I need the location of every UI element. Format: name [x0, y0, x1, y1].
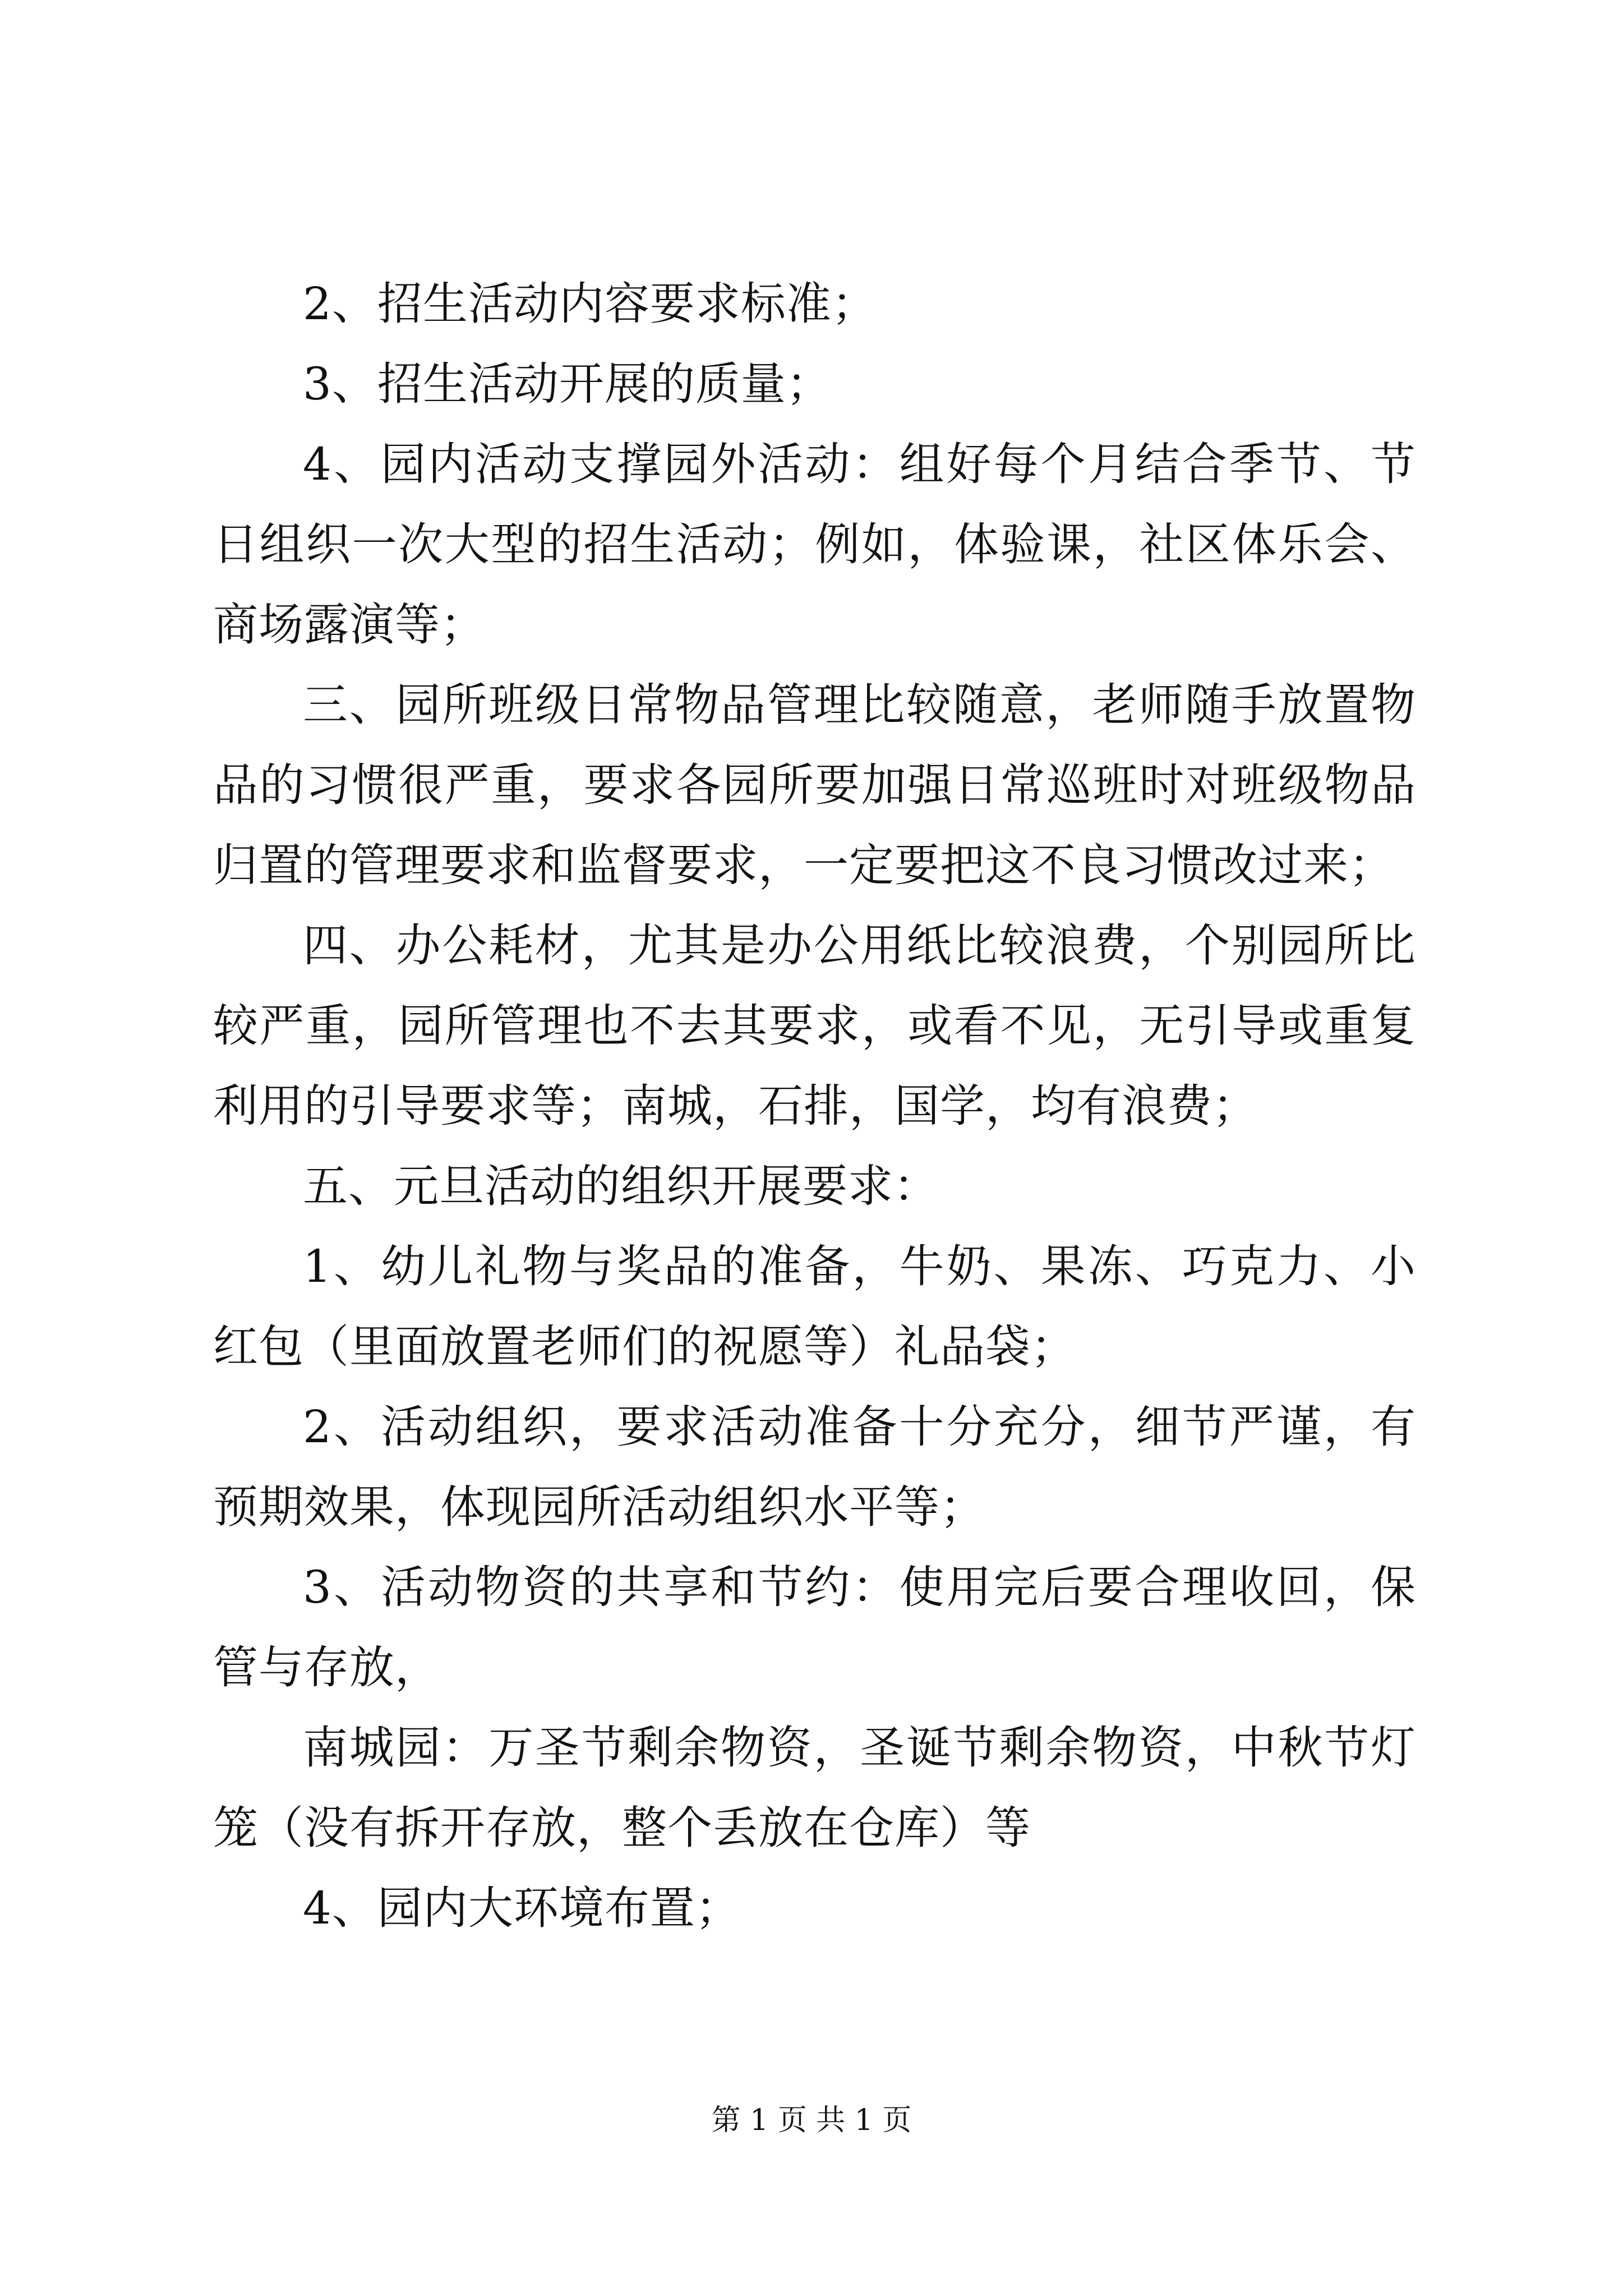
- paragraph: 3、招生活动开展的质量；: [303, 358, 832, 410]
- paragraph: 四、办公耗材，尤其是办公用纸比较浪费，个别园所比较严重，园所管理也不去其要求，或看不见，无引导或重复利用的引导要求等；南城，石排，国学，均有浪费；: [213, 919, 1416, 1132]
- paragraph: 南城园：万圣节剩余物资，圣诞节剩余物资，中秋节灯笼（没有拆开存放，整个丢放在仓库）等: [213, 1722, 1416, 1854]
- paragraph: 4、园内活动支撑园外活动：组好每个月结合季节、节日组织一次大型的招生活动；例如，体验课，社区体乐会、商场露演等；: [213, 438, 1416, 651]
- paragraph: 五、元旦活动的组织开展要求：: [303, 1160, 939, 1212]
- paragraph: 3、活动物资的共享和节约：使用完后要合理收回，保管与存放，: [213, 1561, 1416, 1694]
- paragraph: 1、幼儿礼物与奖品的准备，牛奶、果冻、巧克力、小红包（里面放置老师们的祝愿等）礼品袋；: [213, 1240, 1416, 1373]
- paragraph: 2、活动组织，要求活动准备十分充分，细节严谨，有预期效果，体现园所活动组织水平等；: [213, 1401, 1416, 1533]
- document-body: [213, 264, 1416, 1948]
- paragraph: 4、园内大环境布置；: [303, 1882, 741, 1934]
- paragraph: 三、园所班级日常物品管理比较随意，老师随手放置物品的习惯很严重，要求各园所要加强日常巡班时对班级物品归置的管理要求和监督要求，一定要把这不良习惯改过来；: [213, 679, 1416, 891]
- page-footer: 第 1 页 共 1 页: [711, 2104, 912, 2137]
- paragraph: 2、招生活动内容要求标准；: [303, 278, 877, 330]
